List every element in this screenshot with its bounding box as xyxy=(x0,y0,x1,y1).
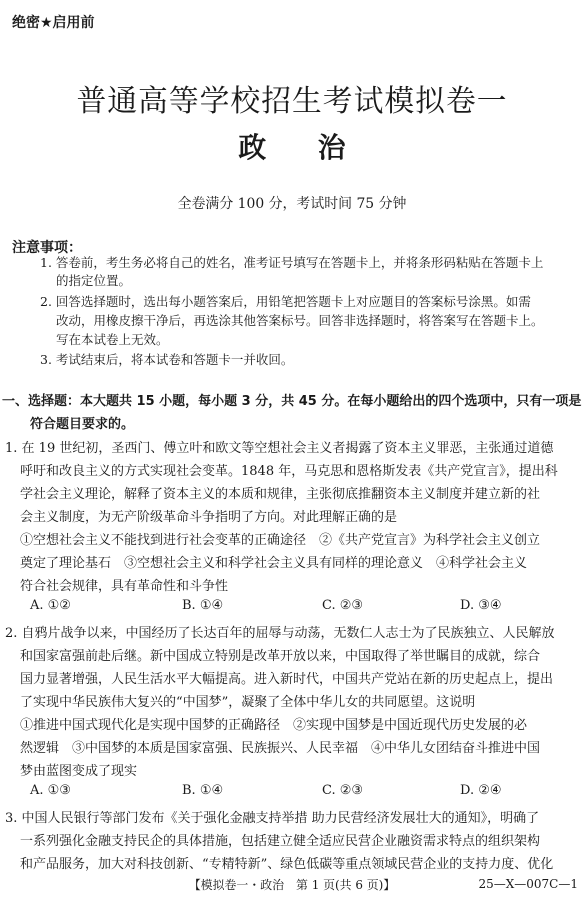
question-2-line: 然逻辑 ③中国梦的本质是国家富强、民族振兴、人民幸福 ④中华儿女团结奋斗推进中国 xyxy=(20,741,541,756)
question-2-option-d: D. ②④ xyxy=(460,783,502,798)
section-heading-cont: 符合题目要求的。 xyxy=(30,417,135,432)
question-2-line: 梦由蓝图变成了现实 xyxy=(20,764,138,779)
question-1-line: 呼吁和改良主义的方式实现社会变革。1848 年，马克思和恩格斯发表《共产党宣言》，提出科 xyxy=(20,464,558,479)
notice-line: 改动，用橡皮擦干净后，再选涂其他答案标号。回答非选择题时，将答案写在答题卡上。 xyxy=(56,313,544,328)
section-heading: 一、选择题：本大题共 15 小题，每小题 3 分，共 45 分。在每小题给出的四个选项中，只有一项是 xyxy=(2,394,582,409)
question-2-option-a: A. ①③ xyxy=(30,783,71,798)
question-1-option-c: C. ②③ xyxy=(322,598,364,613)
question-2-line: 国力显著增强，人民生活水平大幅提高。进入新时代，中国共产党站在新的历史起点上，提出 xyxy=(20,672,554,687)
notice-line: 写在本试卷上无效。 xyxy=(56,332,169,347)
question-3-line: 3. 中国人民银行等部门发布《关于强化金融支持举措 助力民营经济发展壮大的通知》，明确了 xyxy=(5,811,540,826)
notice-line: 3. 考试结束后，将本试卷和答题卡一并收回。 xyxy=(40,352,294,367)
exam-info: 全卷满分 100 分，考试时间 75 分钟 xyxy=(177,196,407,212)
page-footer: 【模拟卷一・政治 第 1 页(共 6 页)】 xyxy=(188,878,396,892)
confidential-label: 绝密★启用前 xyxy=(12,15,95,31)
question-2-line: 2. 自鸦片战争以来，中国经历了长达百年的屈辱与动荡，无数仁人志士为了民族独立、人民解放 xyxy=(5,626,555,641)
exam-title: 普通高等学校招生考试模拟卷一 xyxy=(76,84,508,119)
question-1-line: 奠定了理论基石 ③空想社会主义和科学社会主义具有同样的理论意义 ④科学社会主义 xyxy=(20,556,528,571)
question-3-line: 和产品服务，加大对科技创新、“专精特新”、绿色低碳等重点领域民营企业的支持力度、优化 xyxy=(20,857,554,872)
subject-title: 政治 xyxy=(238,131,398,164)
question-2-line: 了实现中华民族伟大复兴的“中国梦”，凝聚了全体中华儿女的共同愿望。这说明 xyxy=(20,695,476,710)
question-2-option-b: B. ①④ xyxy=(182,783,224,798)
paper-code: 25—X—007C—1 xyxy=(478,877,578,891)
notice-heading: 注意事项： xyxy=(12,240,82,256)
question-1-line: ①空想社会主义不能找到进行社会变革的正确途径 ②《共产党宣言》为科学社会主义创立 xyxy=(20,533,541,548)
question-2-line: 和国家富强前赴后继。新中国成立特别是改革开放以来，中国取得了举世瞩目的成就，综合 xyxy=(20,649,541,664)
question-1-option-d: D. ③④ xyxy=(460,598,502,613)
question-1-line: 会主义制度，为无产阶级革命斗争指明了方向。对此理解正确的是 xyxy=(20,510,398,525)
question-1-option-b: B. ①④ xyxy=(182,598,224,613)
notice-line: 2. 回答选择题时，选出每小题答案后，用铅笔把答题卡上对应题目的答案标号涂黑。如需 xyxy=(40,294,531,309)
question-1-line: 1. 在 19 世纪初，圣西门、傅立叶和欧文等空想社会主义者揭露了资本主义罪恶，主张通过道德 xyxy=(5,441,554,456)
question-3-line: 一系列强化金融支持民企的具体措施，包括建立健全适应民营企业融资需求特点的组织架构 xyxy=(20,834,541,849)
notice-line: 1. 答卷前，考生务必将自己的姓名，准考证号填写在答题卡上，并将条形码粘贴在答题卡上 xyxy=(40,255,544,270)
question-2-option-c: C. ②③ xyxy=(322,783,364,798)
question-1-line: 符合社会规律，具有革命性和斗争性 xyxy=(20,579,229,594)
question-2-line: ①推进中国式现代化是实现中国梦的正确路径 ②实现中国梦是中国近现代历史发展的必 xyxy=(20,718,528,733)
question-1-line: 学社会主义理论，解释了资本主义的本质和规律，主张彻底推翻资本主义制度并建立新的社 xyxy=(20,487,541,502)
notice-line: 的指定位置。 xyxy=(56,273,132,288)
question-1-option-a: A. ①② xyxy=(30,598,71,613)
